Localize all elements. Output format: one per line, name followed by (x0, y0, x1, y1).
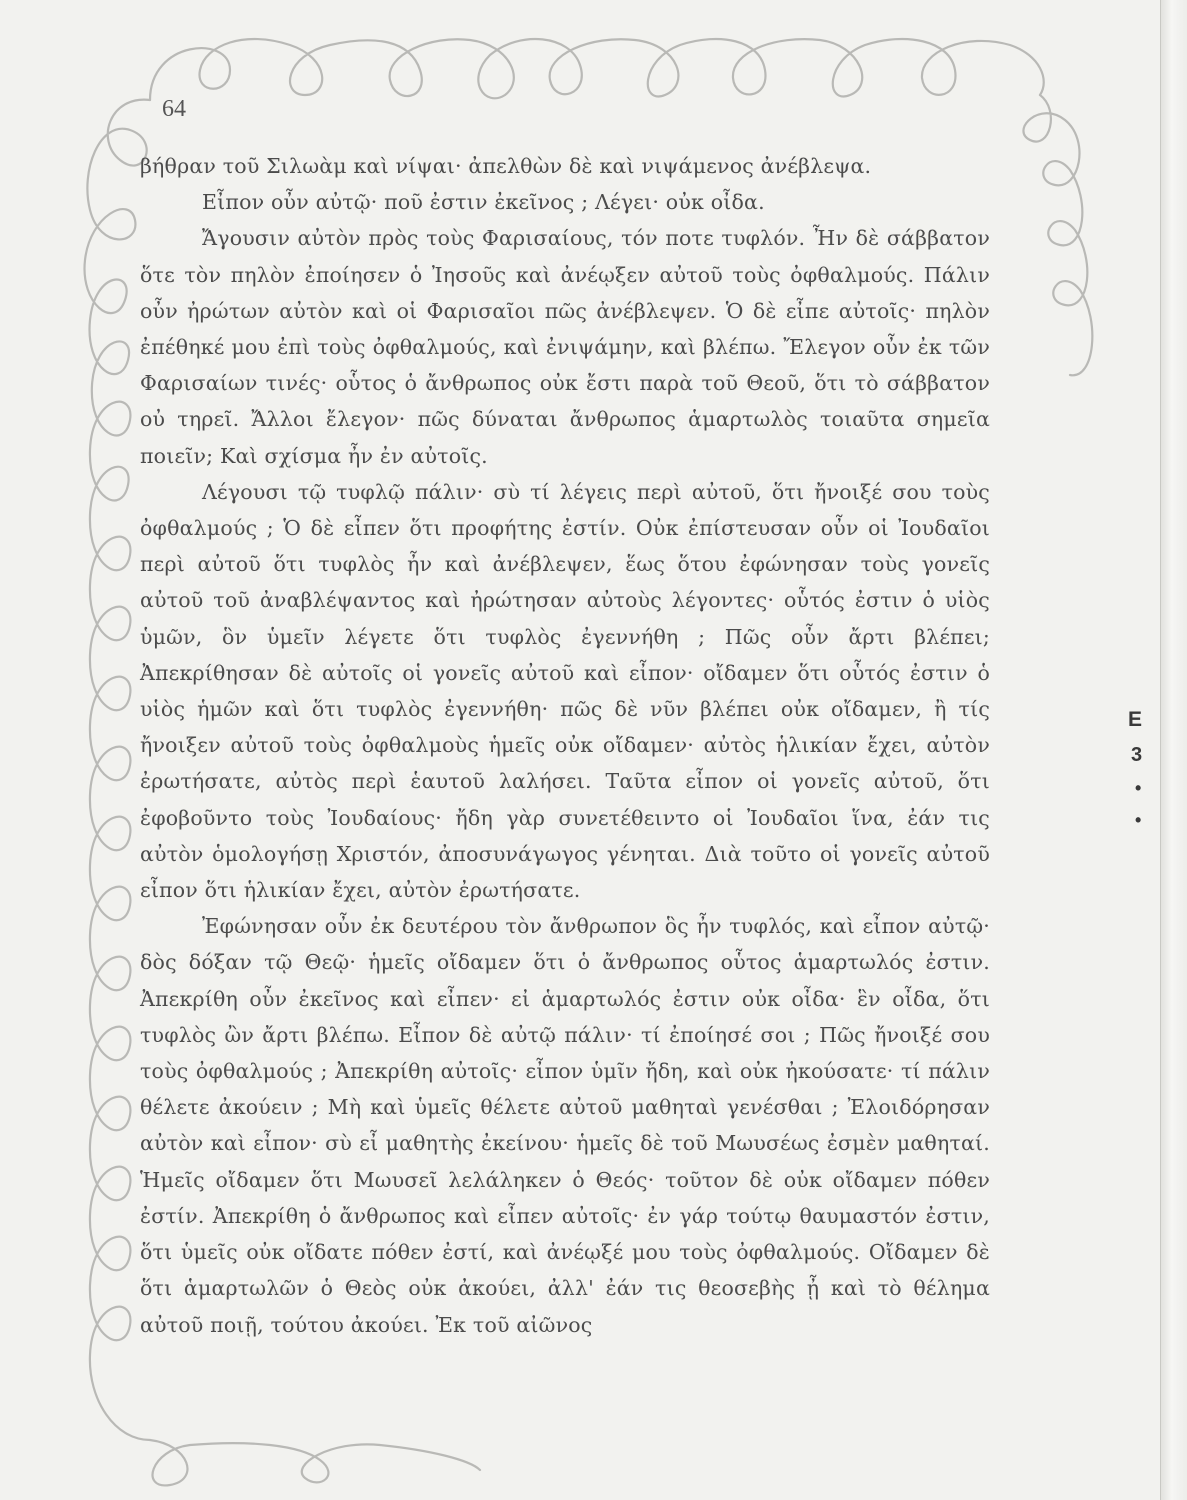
paragraph-4: Λέγουσι τῷ τυφλῷ πάλιν· σὺ τί λέγεις περὶ αὐτοῦ, ὅτι ἤνοιξέ σου τοὺς ὀφθαλμούς ; Ὁ δὲ εἶπεν ὅτι προφήτης ἐστίν. Οὐκ ἐπίστευσαν οὖν οἱ Ἰουδαῖοι περὶ αὐτοῦ ὅτι τυφλὸς ἦν καὶ ἀνέβλεψεν, ἕως ὅτου ἐφώνησαν τοὺς γονεῖς αὐτοῦ τοῦ ἀναβλέψαντος καὶ ἠρώτησαν αὐτοὺς λέγοντες· οὗτός ἐστιν ὁ υἱὸς ὑμῶν, ὃν ὑμεῖν λέγετε ὅτι τυφλὸς ἐγεννήθη ; Πῶς οὖν ἄρτι βλέπει; Ἀπεκρίθησαν δὲ αὐτοῖς οἱ γονεῖς αὐτοῦ καὶ εἶπον· οἴδαμεν ὅτι οὗτός ἐστιν ὁ υἱὸς ἡμῶν καὶ ὅτι τυφλὸς ἐγεννήθη· πῶς δὲ νῦν βλέπει οὐκ οἴδαμεν, ἢ τίς ἤνοιξεν αὐτοῦ τοὺς ὀφθαλμοὺς ἡμεῖς οὐκ οἴδαμεν· αὐτὸς ἡλικίαν ἔχει, αὐτὸν ἐρωτήσατε, αὐτὸς περὶ ἑαυτοῦ λαλήσει. Ταῦτα εἶπον οἱ γονεῖς αὐτοῦ, ὅτι ἐφοβοῦντο τοὺς Ἰουδαίους· ἤδη γὰρ συνετέθειντο οἱ Ἰουδαῖοι ἵνα, ἐάν τις αὐτὸν ὁμολογήσῃ Χριστόν, ἀποσυνάγωγος γένηται. Διὰ τοῦτο οἱ γονεῖς αὐτοῦ εἶπον ὅτι ἡλικίαν ἔχει, αὐτὸν ἐρωτήσατε. (140, 479, 990, 903)
next-page-edge (1160, 0, 1187, 1500)
paragraph-3: Ἄγουσιν αὐτὸν πρὸς τοὺς Φαρισαίους, τόν ποτε τυφλόν. Ἦν δὲ σάββατον ὅτε τὸν πηλὸν ἐποίησεν ὁ Ἰησοῦς καὶ ἀνέῳξεν αὐτοῦ τοὺς ὀφθαλμούς. Πάλιν οὖν ἠρώτων αὐτὸν καὶ οἱ Φαρισαῖοι πῶς ἀνέβλεψεν. Ὁ δὲ εἶπε αὐτοῖς· πηλὸν ἐπέθηκέ μου ἐπὶ τοὺς ὀφθαλμούς, καὶ ἐνιψάμην, καὶ βλέπω. Ἔλεγον οὖν ἐκ τῶν Φαρισαίων τινές· οὗτος ὁ ἄνθρωπος οὐκ ἔστι παρὰ τοῦ Θεοῦ, ὅτι τὸ σάββατον οὐ τηρεῖ. Ἄλλοι ἔλεγον· πῶς δύναται ἄνθρωπος ἁμαρτωλὸς τοιαῦτα σημεῖα ποιεῖν; Καὶ σχίσμα ἦν ἐν αὐτοῖς. (140, 226, 990, 468)
body-text (140, 148, 990, 1343)
margin-mark-dot: • (1135, 778, 1142, 798)
page-number: 64 (162, 96, 186, 122)
border-loops-bottom (150, 1440, 480, 1485)
margin-mark-dot: • (1135, 810, 1142, 830)
paragraph-5: Ἐφώνησαν οὖν ἐκ δευτέρου τὸν ἄνθρωπον ὃς ἦν τυφλός, καὶ εἶπον αὐτῷ· δὸς δόξαν τῷ Θεῷ· ἡμεῖς οἴδαμεν ὅτι ὁ ἄνθρωπος οὗτος ἁμαρτωλός ἐστιν. Ἀπεκρίθη οὖν ἐκεῖνος καὶ εἶπεν· εἰ ἁμαρτωλός ἐστιν οὐκ οἶδα· ἓν οἶδα, ὅτι τυφλὸς ὢν ἄρτι βλέπω. Εἶπον δὲ αὐτῷ πάλιν· τί ἐποίησέ σοι ; Πῶς ἤνοιξέ σου τοὺς ὀφθαλμούς ; Ἀπεκρίθη αὐτοῖς· εἶπον ὑμῖν ἤδη, καὶ οὐκ ἠκούσατε· τί πάλιν θέλετε ἀκούειν ; Μὴ καὶ ὑμεῖς θέλετε αὐτοῦ μαθηταὶ γενέσθαι ; Ἐλοιδόρησαν αὐτὸν καὶ εἶπον· σὺ εἶ μαθητὴς ἐκείνου· ἡμεῖς δὲ τοῦ Μωυσέως ἐσμὲν μαθηταί. Ἡμεῖς οἴδαμεν ὅτι Μωυσεῖ λελάληκεν ὁ Θεός· τοῦτον δὲ οὐκ οἴδαμεν πόθεν ἐστίν. Ἀπεκρίθη ὁ ἄνθρωπος καὶ εἶπεν αὐτοῖς· ἐν γάρ τούτῳ θαυμαστόν ἐστιν, ὅτι ὑμεῖς οὐκ οἴδατε πόθεν ἐστί, καὶ ἀνέῳξέ μου τοὺς ὀφθαλμούς. Οἴδαμεν δὲ ὅτι ἁμαρτωλῶν ὁ Θεὸς οὐκ ἀκούει, ἀλλ' ἐάν τις θεοσεβὴς ᾖ καὶ τὸ θέλημα αὐτοῦ ποιῇ, τούτου ἀκούει. Ἐκ τοῦ αἰῶνος (140, 914, 990, 1337)
paragraph-1: βήθραν τοῦ Σιλωὰμ καὶ νίψαι· ἀπελθὼν δὲ καὶ νιψάμενος ἀνέβλεψα. (140, 154, 872, 178)
paragraph-2: Εἶπον οὖν αὐτῷ· ποῦ ἐστιν ἐκεῖνος ; Λέγει· οὐκ οἶδα. (202, 190, 765, 215)
border-loops-top (150, 39, 1044, 100)
margin-mark-letter: E (1128, 708, 1143, 731)
margin-mark-number: 3 (1131, 744, 1143, 766)
border-loops-right (1023, 95, 1092, 375)
